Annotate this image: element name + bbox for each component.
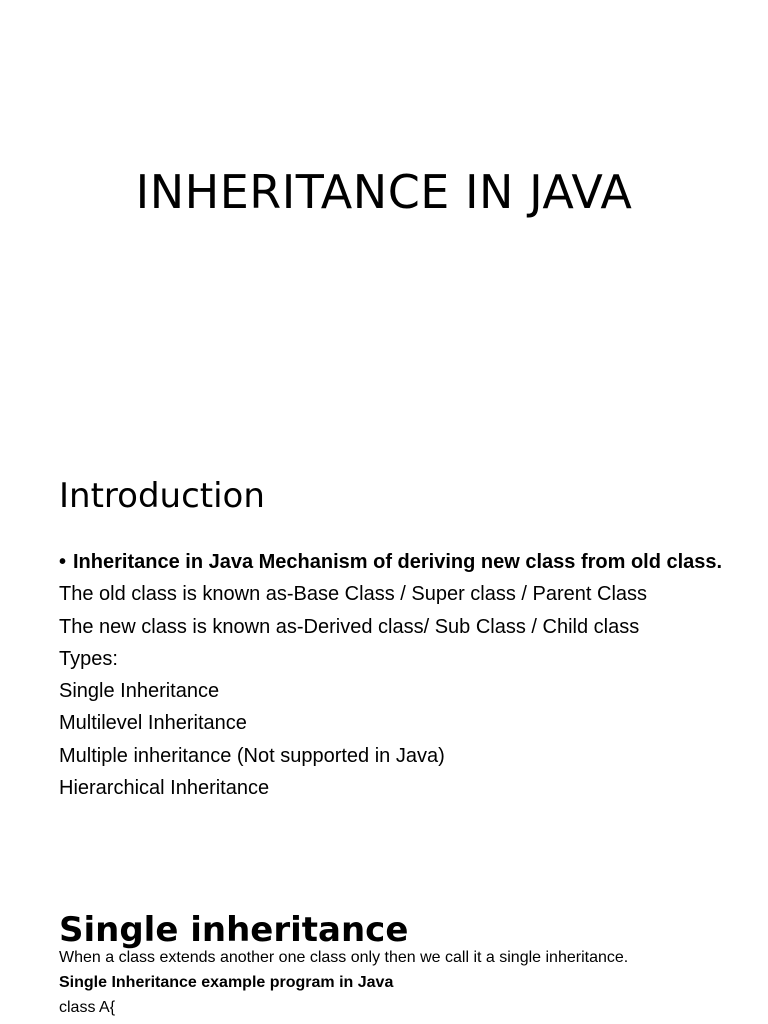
list-item: Multiple inheritance (Not supported in Java) [59,744,445,767]
definition-text: Inheritance in Java Mechanism of deriving new class from old class. [73,551,723,573]
list-item: Multilevel Inheritance [59,712,247,735]
list-item: The old class is known as-Base Class / Super class / Parent Class [59,583,648,606]
list-item: Types: [59,647,118,670]
list-item: Single Inheritance [59,680,220,703]
list-item: The new class is known as-Derived class/ Sub Class / Child class [59,615,640,638]
slide-title: INHERITANCE IN JAVA [135,165,633,219]
introduction-heading: Introduction [59,476,265,516]
list-item: Hierarchical Inheritance [59,777,270,800]
single-inheritance-description: When a class extends another one class only then we call it a single inheritance. [59,949,629,966]
list-item-definition [59,546,722,578]
code-line: class A{ [59,999,116,1016]
example-program-label: Single Inheritance example program in Java [59,974,394,991]
single-inheritance-heading: Single inheritance [59,910,409,950]
introduction-list [59,546,722,804]
bullet-glyph: • [59,551,67,573]
